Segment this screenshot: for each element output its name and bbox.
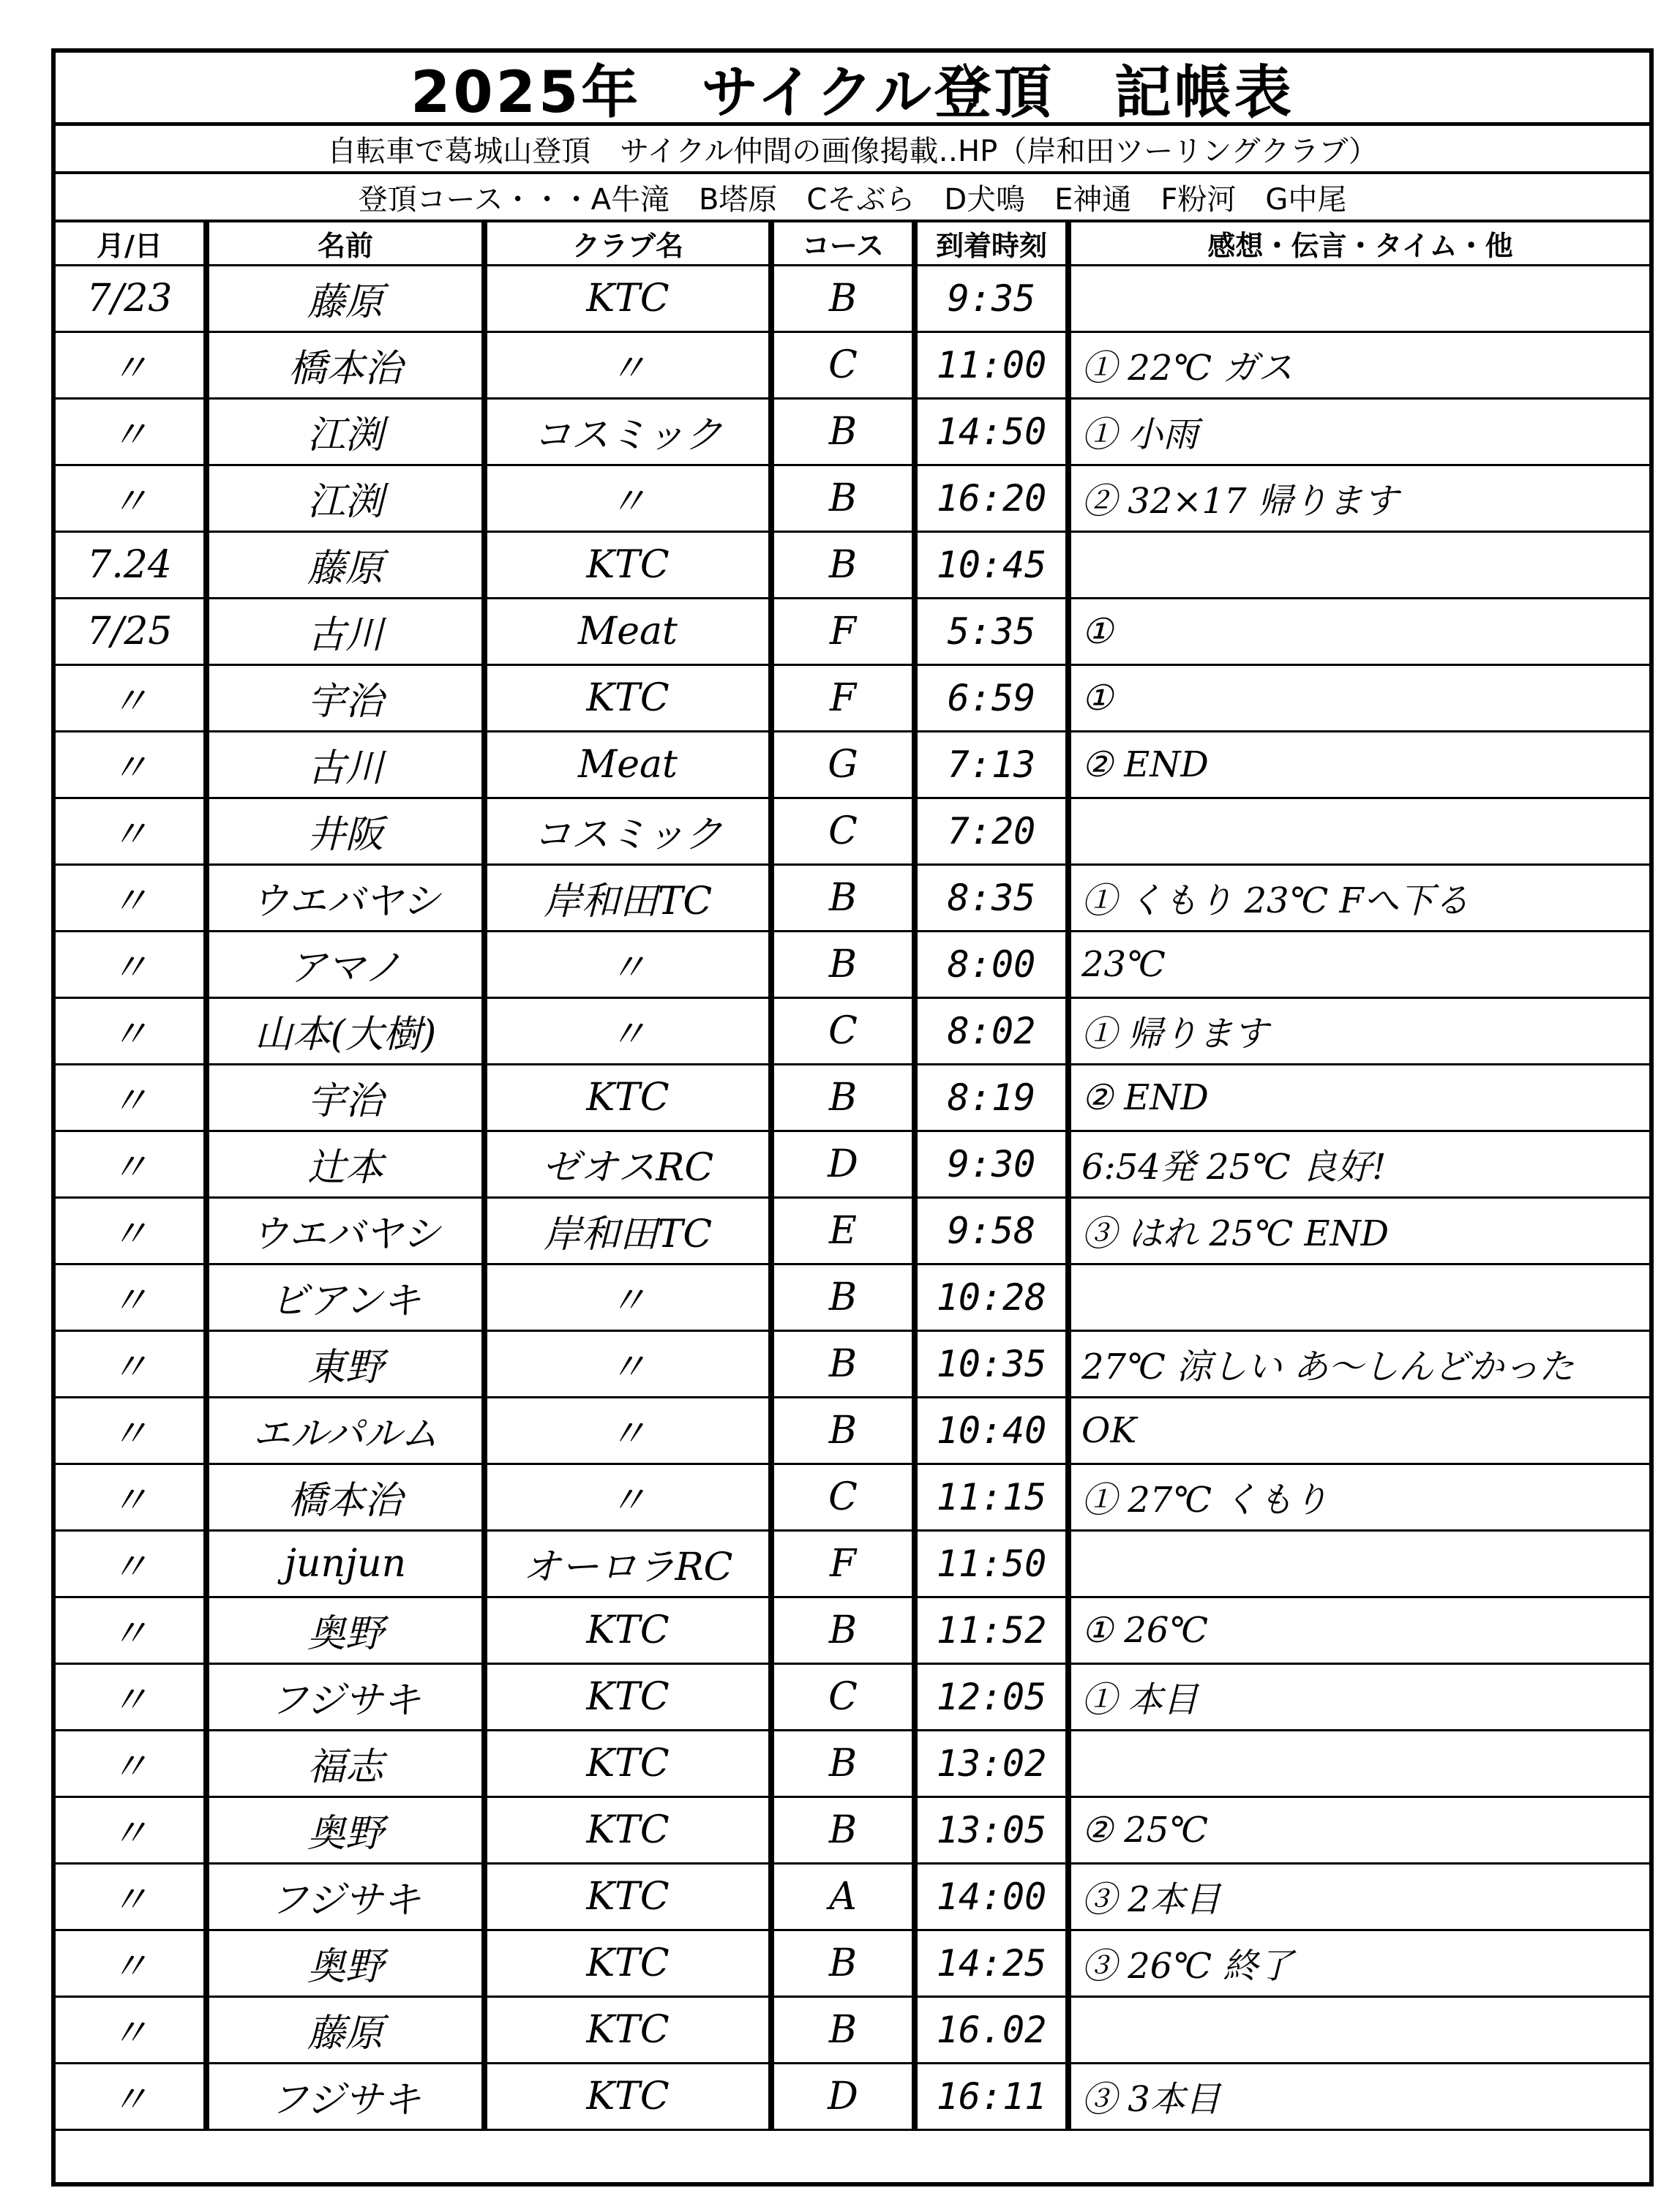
cell-club: オーロラRC: [484, 1530, 771, 1597]
cell-memo: [1068, 1996, 1649, 2063]
table-row: [56, 1796, 1649, 1863]
cell-time: 16.02: [915, 1996, 1068, 2063]
cell-time: 14:00: [915, 1863, 1068, 1930]
cell-name: 東野: [206, 1330, 484, 1397]
cell-name: 辻本: [206, 1131, 484, 1197]
cell-name: 藤原: [206, 1996, 484, 2063]
cell-date: 〃: [56, 664, 206, 731]
cell-date: 〃: [56, 1597, 206, 1663]
cell-memo: [1068, 798, 1649, 864]
cell-name: 古川: [206, 598, 484, 664]
cell-memo: ① 帰ります: [1068, 997, 1649, 1064]
table-row: [56, 598, 1649, 664]
cell-club: 〃: [484, 1264, 771, 1330]
cell-course: C: [771, 997, 915, 1064]
table-row: [56, 2063, 1649, 2129]
cell-club: 岸和田TC: [484, 1197, 771, 1264]
cell-course: B: [771, 1930, 915, 1996]
table-row: [56, 1863, 1649, 1930]
cell-date: 〃: [56, 1330, 206, 1397]
cell-memo: ① 26℃: [1068, 1597, 1649, 1663]
cell-date: 〃: [56, 465, 206, 531]
cell-course: C: [771, 331, 915, 398]
cell-course: D: [771, 1131, 915, 1197]
cell-time: 8:35: [915, 864, 1068, 931]
col-header-memo: 感想・伝言・タイム・他: [1068, 222, 1649, 265]
table-row: [56, 664, 1649, 731]
cell-date: 〃: [56, 864, 206, 931]
cell-name: 江渕: [206, 465, 484, 531]
cell-club: ゼオスRC: [484, 1131, 771, 1197]
cell-date: 7/23: [56, 265, 206, 331]
cell-date: 〃: [56, 1197, 206, 1264]
cell-course: C: [771, 1464, 915, 1530]
cell-club: Meat: [484, 598, 771, 664]
cell-memo: ① 本目: [1068, 1663, 1649, 1730]
log-body: [56, 265, 1649, 2129]
cell-name: フジサキ: [206, 2063, 484, 2129]
cell-time: 13:05: [915, 1796, 1068, 1863]
cell-memo: ①: [1068, 664, 1649, 731]
cell-course: B: [771, 398, 915, 465]
cell-time: 8:02: [915, 997, 1068, 1064]
cell-memo: 23℃: [1068, 931, 1649, 997]
table-row: [56, 1663, 1649, 1730]
subtitle: 自転車で葛城山登頂 サイクル仲間の画像掲載‥HP（岸和田ツーリングクラブ）: [56, 126, 1649, 174]
cell-time: 13:02: [915, 1730, 1068, 1796]
col-header-date: 月/日: [56, 222, 206, 265]
cell-course: B: [771, 1996, 915, 2063]
cell-course: A: [771, 1863, 915, 1930]
cell-club: KTC: [484, 664, 771, 731]
cell-time: 14:25: [915, 1930, 1068, 1996]
table-row: [56, 1397, 1649, 1464]
cell-memo: ② END: [1068, 731, 1649, 798]
table-row: [56, 1330, 1649, 1397]
cell-time: 8:00: [915, 931, 1068, 997]
cell-time: 9:58: [915, 1197, 1068, 1264]
table-row: [56, 731, 1649, 798]
cell-course: B: [771, 1597, 915, 1663]
cell-memo: ③ 2本目: [1068, 1863, 1649, 1930]
cell-course: E: [771, 1197, 915, 1264]
table-row: [56, 864, 1649, 931]
cell-club: KTC: [484, 1064, 771, 1131]
cell-club: 〃: [484, 1330, 771, 1397]
col-header-name: 名前: [206, 222, 484, 265]
table-row: [56, 465, 1649, 531]
cell-name: ウエバヤシ: [206, 1197, 484, 1264]
cell-time: 10:35: [915, 1330, 1068, 1397]
cell-memo: [1068, 265, 1649, 331]
cell-course: B: [771, 1264, 915, 1330]
cell-date: 〃: [56, 997, 206, 1064]
table-row: [56, 1064, 1649, 1131]
cell-date: 〃: [56, 1397, 206, 1464]
cell-time: 7:13: [915, 731, 1068, 798]
cell-memo: ② 25℃: [1068, 1796, 1649, 1863]
cell-club: 〃: [484, 997, 771, 1064]
cell-date: 7.24: [56, 531, 206, 598]
cell-name: 藤原: [206, 265, 484, 331]
cell-time: 11:50: [915, 1530, 1068, 1597]
cell-name: 山本(大樹): [206, 997, 484, 1064]
cell-time: 14:50: [915, 398, 1068, 465]
cell-club: KTC: [484, 1996, 771, 2063]
cell-memo: 6:54発 25℃ 良好!: [1068, 1131, 1649, 1197]
cell-name: 宇治: [206, 1064, 484, 1131]
cell-course: C: [771, 798, 915, 864]
cell-name: 奥野: [206, 1930, 484, 1996]
cell-name: 宇治: [206, 664, 484, 731]
cell-name: 古川: [206, 731, 484, 798]
cell-time: 11:52: [915, 1597, 1068, 1663]
cell-date: 〃: [56, 331, 206, 398]
cell-club: KTC: [484, 1597, 771, 1663]
table-row: [56, 798, 1649, 864]
cell-club: コスミック: [484, 798, 771, 864]
cell-date: 〃: [56, 2063, 206, 2129]
table-row: [56, 531, 1649, 598]
cell-date: 〃: [56, 731, 206, 798]
cell-course: B: [771, 1064, 915, 1131]
table-row: [56, 1996, 1649, 2063]
cell-time: 16:20: [915, 465, 1068, 531]
cell-name: ビアンキ: [206, 1264, 484, 1330]
table-row: [56, 1197, 1649, 1264]
cell-name: junjun: [206, 1530, 484, 1597]
cell-time: 11:15: [915, 1464, 1068, 1530]
cell-club: 〃: [484, 465, 771, 531]
table-row: [56, 331, 1649, 398]
cell-time: 8:19: [915, 1064, 1068, 1131]
cell-club: KTC: [484, 531, 771, 598]
cell-date: 〃: [56, 1131, 206, 1197]
cell-course: B: [771, 1730, 915, 1796]
cell-date: 〃: [56, 1730, 206, 1796]
cell-date: 〃: [56, 1863, 206, 1930]
cell-memo: [1068, 1730, 1649, 1796]
cell-club: 〃: [484, 931, 771, 997]
cell-memo: [1068, 1264, 1649, 1330]
cell-course: B: [771, 531, 915, 598]
cell-date: 〃: [56, 1663, 206, 1730]
cell-course: B: [771, 1397, 915, 1464]
cell-name: ウエバヤシ: [206, 864, 484, 931]
col-header-time: 到着時刻: [915, 222, 1068, 265]
cell-club: KTC: [484, 1730, 771, 1796]
cell-club: KTC: [484, 1863, 771, 1930]
logbook-sheet: [51, 48, 1654, 2187]
cell-name: エルパルム: [206, 1397, 484, 1464]
header-row: [56, 222, 1649, 265]
cell-name: フジサキ: [206, 1663, 484, 1730]
cell-memo: [1068, 1530, 1649, 1597]
table-row: [56, 1530, 1649, 1597]
cell-time: 10:45: [915, 531, 1068, 598]
cell-course: B: [771, 265, 915, 331]
cell-club: 〃: [484, 331, 771, 398]
cell-memo: ② END: [1068, 1064, 1649, 1131]
cell-time: 5:35: [915, 598, 1068, 664]
cell-name: 江渕: [206, 398, 484, 465]
table-row: [56, 931, 1649, 997]
cell-date: 〃: [56, 1464, 206, 1530]
cell-name: 奥野: [206, 1597, 484, 1663]
cell-time: 11:00: [915, 331, 1068, 398]
cell-memo: ③ 3本目: [1068, 2063, 1649, 2129]
cell-name: 藤原: [206, 531, 484, 598]
cell-course: D: [771, 2063, 915, 2129]
cell-date: 〃: [56, 1996, 206, 2063]
cell-club: KTC: [484, 2063, 771, 2129]
table-row: [56, 1730, 1649, 1796]
col-header-course: コース: [771, 222, 915, 265]
cell-date: 〃: [56, 931, 206, 997]
cell-name: 橋本治: [206, 1464, 484, 1530]
table-row: [56, 1131, 1649, 1197]
cell-memo: ① 小雨: [1068, 398, 1649, 465]
cell-course: F: [771, 664, 915, 731]
cell-club: コスミック: [484, 398, 771, 465]
page-title: 2025年 サイクル登頂 記帳表: [56, 53, 1649, 126]
cell-course: F: [771, 598, 915, 664]
cell-course: B: [771, 1330, 915, 1397]
cell-memo: [1068, 531, 1649, 598]
cell-name: アマノ: [206, 931, 484, 997]
table-row: [56, 1464, 1649, 1530]
cell-date: 7/25: [56, 598, 206, 664]
cell-name: 奥野: [206, 1796, 484, 1863]
cell-club: 岸和田TC: [484, 864, 771, 931]
cell-course: C: [771, 1663, 915, 1730]
cell-course: B: [771, 931, 915, 997]
cell-time: 6:59: [915, 664, 1068, 731]
cell-date: 〃: [56, 1930, 206, 1996]
cell-club: KTC: [484, 265, 771, 331]
cell-date: 〃: [56, 398, 206, 465]
cell-date: 〃: [56, 1264, 206, 1330]
cell-course: B: [771, 1796, 915, 1863]
cell-club: 〃: [484, 1397, 771, 1464]
cell-memo: ① 27℃ くもり: [1068, 1464, 1649, 1530]
cell-time: 12:05: [915, 1663, 1068, 1730]
cell-date: 〃: [56, 798, 206, 864]
table-row: [56, 997, 1649, 1064]
cell-club: KTC: [484, 1796, 771, 1863]
cell-time: 10:28: [915, 1264, 1068, 1330]
cell-time: 10:40: [915, 1397, 1068, 1464]
cell-date: 〃: [56, 1064, 206, 1131]
cell-time: 9:35: [915, 265, 1068, 331]
course-legend: 登頂コース・・・A牛滝 B塔原 Cそぶら D犬鳴 E神通 F粉河 G中尾: [56, 174, 1649, 222]
cell-name: フジサキ: [206, 1863, 484, 1930]
table-row: [56, 398, 1649, 465]
cell-course: G: [771, 731, 915, 798]
table-row: [56, 1930, 1649, 1996]
cell-memo: OK: [1068, 1397, 1649, 1464]
cell-memo: ① 22℃ ガス: [1068, 331, 1649, 398]
cell-name: 井阪: [206, 798, 484, 864]
cell-time: 9:30: [915, 1131, 1068, 1197]
cell-time: 16:11: [915, 2063, 1068, 2129]
cell-club: KTC: [484, 1663, 771, 1730]
cell-memo: ② 32×17 帰ります: [1068, 465, 1649, 531]
cell-course: B: [771, 864, 915, 931]
cell-memo: ③ はれ 25℃ END: [1068, 1197, 1649, 1264]
cell-course: F: [771, 1530, 915, 1597]
cell-club: Meat: [484, 731, 771, 798]
cell-name: 橋本治: [206, 331, 484, 398]
col-header-club: クラブ名: [484, 222, 771, 265]
cell-club: 〃: [484, 1464, 771, 1530]
table-row: [56, 1597, 1649, 1663]
cell-memo: ① くもり 23℃ Fへ下る: [1068, 864, 1649, 931]
cell-club: KTC: [484, 1930, 771, 1996]
table-row: [56, 1264, 1649, 1330]
cell-time: 7:20: [915, 798, 1068, 864]
cell-memo: ①: [1068, 598, 1649, 664]
table-row: [56, 265, 1649, 331]
cell-date: 〃: [56, 1530, 206, 1597]
cell-memo: 27℃ 涼しい あ〜しんどかった: [1068, 1330, 1649, 1397]
cell-memo: ③ 26℃ 終了: [1068, 1930, 1649, 1996]
log-table: [56, 222, 1649, 2131]
cell-date: 〃: [56, 1796, 206, 1863]
cell-name: 福志: [206, 1730, 484, 1796]
cell-course: B: [771, 465, 915, 531]
